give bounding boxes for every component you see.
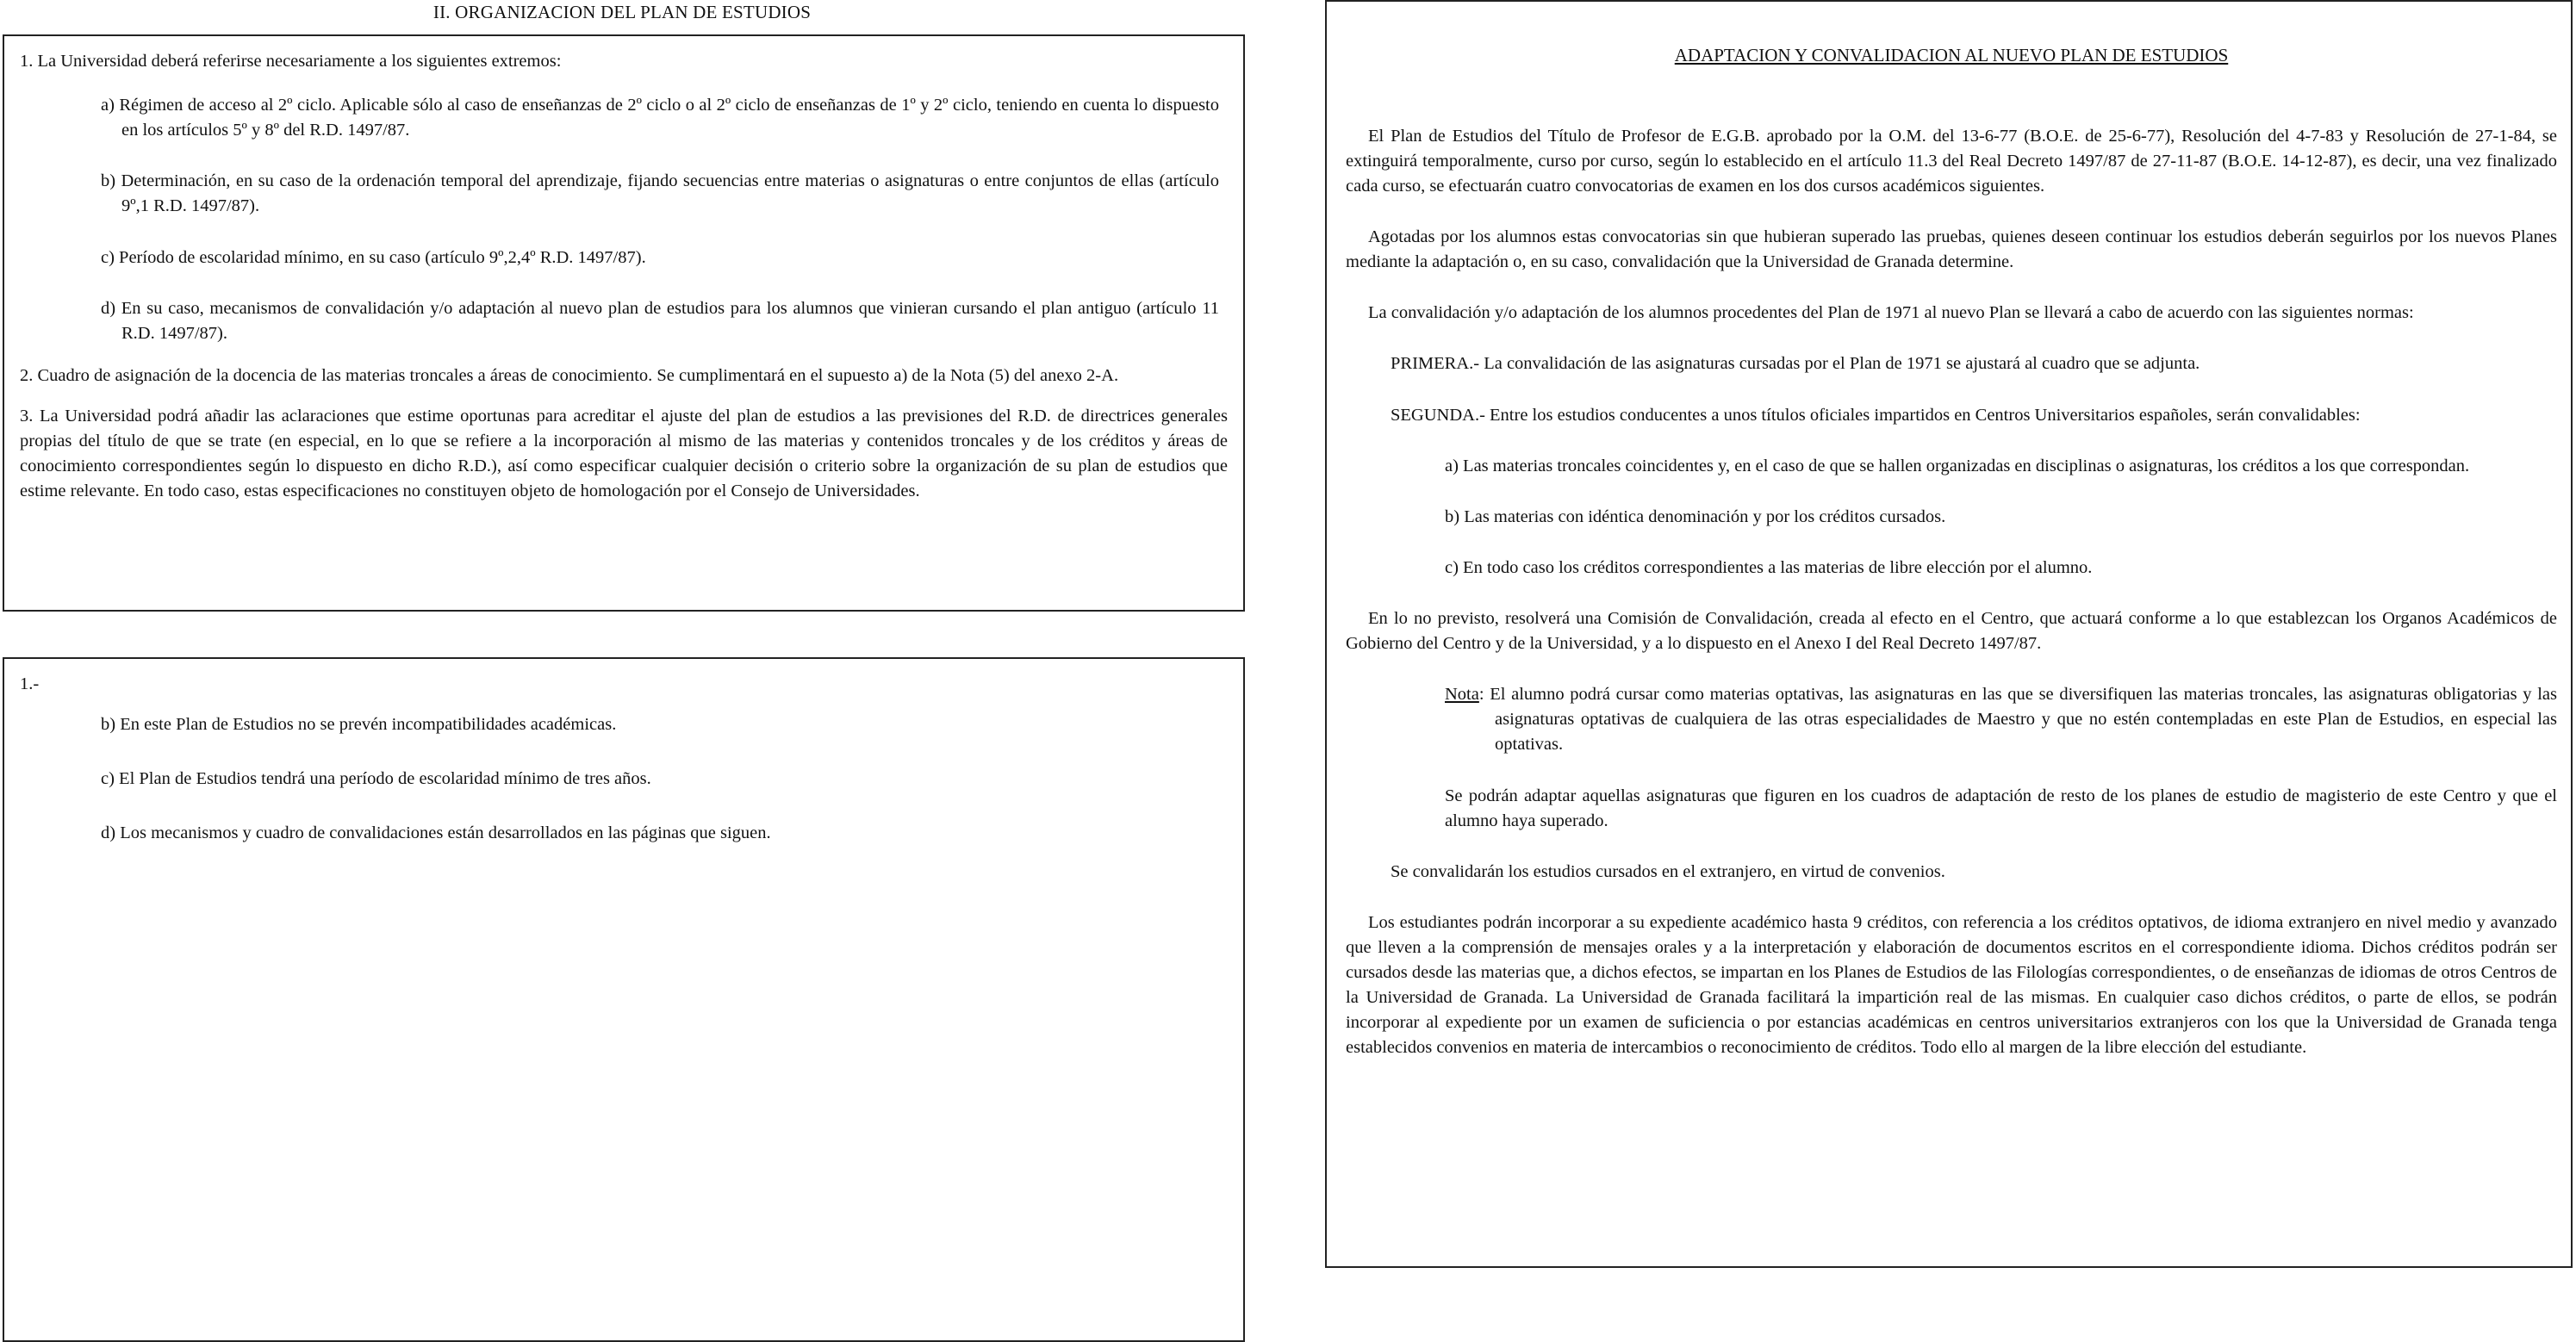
paragraph-convocatorias: Agotadas por los alumnos estas convocatorias sin que hubieran superado las pruebas, quienes deseen continuar los estudios deberán seguirlos por los nuevos Planes mediante la adaptación o, en su caso, convalidación que la Universidad de Granada determine. <box>1346 227 2557 272</box>
paragraph-normas: La convalidación y/o adaptación de los alumnos procedentes del Plan de 1971 al nuevo Plan se llevará a cabo de acuerdo con las siguientes normas: <box>1368 303 2414 323</box>
item-1-b: b) Determinación, en su caso de la ordenación temporal del aprendizaje, fijando secuencias entre materias o asignaturas o entre conjuntos de ellas (artículo 9º,1 R.D. 1497/87). <box>101 171 1219 216</box>
nota-text: : El alumno podrá cursar como materias optativas, las asignaturas en las que se diversifiquen las materias troncales, las asignaturas obligatorias y las asignaturas optativas de cualquiera de las otras especialidades de Maestro y que no estén contempladas en este Plan de Estudios, en especial las optativas. <box>1478 685 2557 755</box>
item-1-c: c) Período de escolaridad mínimo, en su caso (artículo 9º,2,4º R.D. 1497/87). <box>101 247 646 267</box>
nota-label: Nota <box>1445 685 1479 705</box>
note-c: c) El Plan de Estudios tendrá una período de escolaridad mínimo de tres años. <box>101 769 651 789</box>
rule-primera: PRIMERA.- La convalidación de las asignaturas cursadas por el Plan de 1971 se ajustará al cuadro que se adjunta. <box>1391 354 2200 374</box>
organizacion-box <box>3 34 1245 612</box>
paragraph-creditos-idioma: Los estudiantes podrán incorporar a su expediente académico hasta 9 créditos, con referencia a los créditos optativos, de idioma extranjero en nivel medio y avanzado que lleven a la comprensión de mensajes orales y a la interpretación y elaboración de documentos escritos en el correspondiente idioma. Dichos créditos podrán ser cursados desde las materias que, a dichos efectos, se impartan en los Planes de Estudios de las Filologías correspondientes, o de enseñanzas de idiomas de otros Centros de la Universidad de Granada. La Universidad de Granada facilitará la impartición real de las mismas. En cualquier caso dichos créditos, o parte de ellos, se podrán incorporar al expediente por un examen de suficiencia o por estancias académicas en centros universitarios extranjeros con los que la Universidad de Granada tenga establecidos convenios en materia de intercambios o reconocimiento de créditos. Todo ello al margen de la libre elección del estudiante. <box>1346 912 2557 1058</box>
segunda-a: a) Las materias troncales coincidentes y, en el caso de que se hallen organizadas en disciplinas o asignaturas, los créditos a los que correspondan. <box>1445 456 2470 475</box>
paragraph-comision: En lo no previsto, resolverá una Comisión de Convalidación, creada al efecto en el Centro, que actuará conforme a lo que establezcan los Organos Académicos de Gobierno del Centro y de la Universidad, y a lo dispuesto en el Anexo I del Real Decreto 1497/87. <box>1346 609 2557 654</box>
segunda-b: b) Las materias con idéntica denominación y por los créditos cursados. <box>1445 506 1946 526</box>
item-1-a: a) Régimen de acceso al 2º ciclo. Aplicable sólo al caso de enseñanzas de 2º ciclo o al 2º ciclo de enseñanzas de 1º y 2º ciclo, teniendo en cuenta lo dispuesto en los artículos 5º y 8º del R.D. 1497/87. <box>101 96 1219 140</box>
nota-continuation: Se podrán adaptar aquellas asignaturas que figuren en los cuadros de adaptación de resto de los planes de estudio de magisterio de este Centro y que el alumno haya superado. <box>1445 786 2557 830</box>
nota-paragraph <box>1445 682 2557 757</box>
adaptacion-title: ADAPTACION Y CONVALIDACION AL NUEVO PLAN DE ESTUDIOS <box>1674 45 2229 65</box>
paragraph-plan-1971: El Plan de Estudios del Título de Profesor de E.G.B. aprobado por la O.M. del 13-6-77 (B.O.E. de 25-6-77), Resolución del 4-7-83 y Resolución de 27-1-84, se extinguirá temporalmente, curso por curso, según lo establecido en el artículo 11.3 del Real Decreto 1497/87 de 27-11-87 (B.O.E. 14-12-87), es decir, una vez finalizado cada curso, se efectuarán cuatro convocatorias de examen en los dos cursos académicos siguientes. <box>1346 126 2557 196</box>
note-d: d) Los mecanismos y cuadro de convalidaciones están desarrollados en las páginas que siguen. <box>101 823 771 843</box>
section-number: 1.- <box>20 674 40 693</box>
paragraph-extranjero: Se convalidarán los estudios cursados en el extranjero, en virtud de convenios. <box>1391 861 1945 881</box>
segunda-c: c) En todo caso los créditos correspondientes a las materias de libre elección por el alumno. <box>1445 557 2093 577</box>
item-1-intro: 1. La Universidad deberá referirse necesariamente a los siguientes extremos: <box>20 52 562 71</box>
adaptacion-box <box>1325 0 2573 1268</box>
plan-notes-box <box>3 657 1245 1342</box>
note-b: b) En este Plan de Estudios no se prevén incompatibilidades académicas. <box>101 715 617 735</box>
item-3: 3. La Universidad podrá añadir las aclaraciones que estime oportunas para acreditar el ajuste del plan de estudios a las previsiones del R.D. de directrices generales propias del título de que se trate (en especial, en lo que se refiere a la incorporación al mismo de las materias y contenidos troncales y de los créditos y áreas de conocimiento correspondientes según lo dispuesto en dicho R.D.), así como especificar cualquier decisión o criterio sobre la organización de su plan de estudios que estime relevante. En todo caso, estas especificaciones no constituyen objeto de homologación por el Consejo de Universidades. <box>20 406 1228 501</box>
rule-segunda: SEGUNDA.- Entre los estudios conducentes a unos títulos oficiales impartidos en Centros Universitarios españoles, serán convalidables: <box>1391 405 2361 425</box>
item-2: 2. Cuadro de asignación de la docencia de las materias troncales a áreas de conocimiento. Se cumplimentará en el supuesto a) de la Nota (5) del anexo 2-A. <box>20 365 1119 385</box>
item-1-d: d) En su caso, mecanismos de convalidación y/o adaptación al nuevo plan de estudios para los alumnos que vinieran cursando el plan antiguo (artículo 11 R.D. 1497/87). <box>101 298 1219 343</box>
page-title: II. ORGANIZACION DEL PLAN DE ESTUDIOS <box>432 2 812 22</box>
